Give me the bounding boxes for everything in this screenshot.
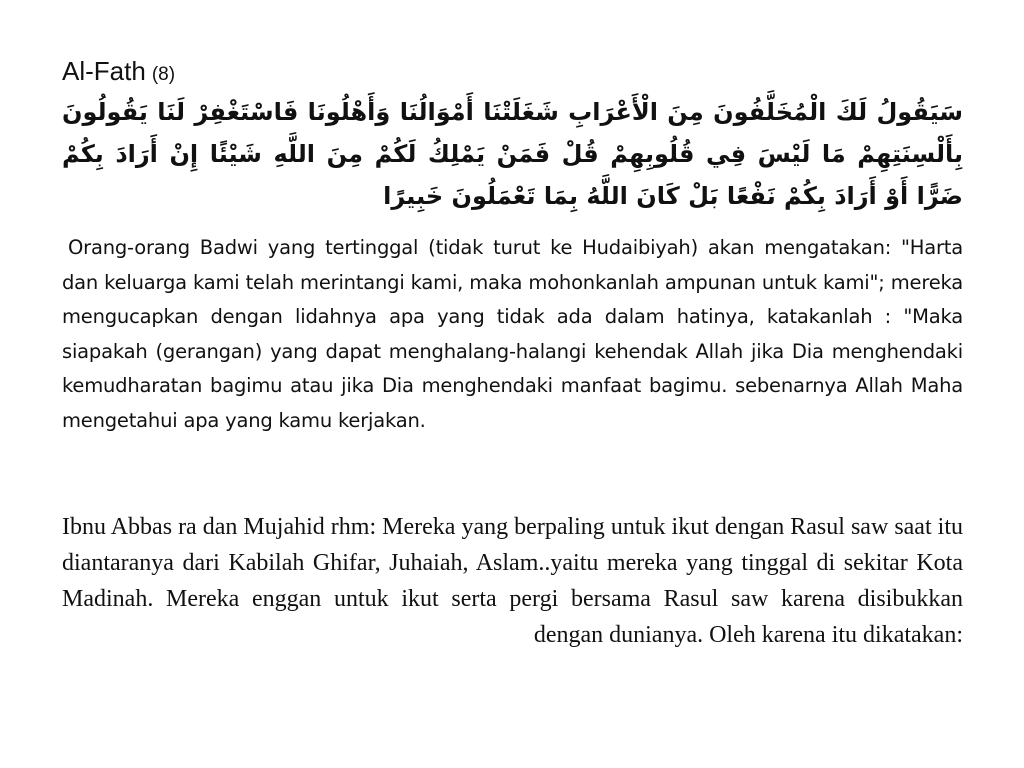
verse-translation: Orang-orang Badwi yang tertinggal (tidak turut ke Hudaibiyah) akan mengatakan: "Harta dan keluarga kami telah merintangi kami, maka mohonkanlah ampunan untuk kami"; mereka mengucapkan dengan lidahnya apa yang tidak ada dalam hatinya, katakanlah : "Maka siapakah (gerangan) yang dapat menghalang-halangi kehendak Allah jika Dia menghendaki kemudharatan bagimu atau jika Dia menghendaki manfaat bagimu. sebenarnya Allah Maha mengetahui apa yang kamu kerjakan. — [62, 236, 963, 432]
verse-number: (8) — [151, 64, 176, 85]
tafsir-commentary: Ibnu Abbas ra dan Mujahid rhm: Mereka yang berpaling untuk ikut dengan Rasul saw saat itu diantaranya dari Kabilah Ghifar, Juhaiah, Aslam..yaitu mereka yang tinggal di sekitar Kota Madinah. Mereka enggan untuk ikut serta pergi bersama Rasul saw karena disibukkan dengan dunianya. Oleh karena itu dikatakan: — [62, 514, 963, 648]
arabic-verse: سَيَقُولُ لَكَ الْمُخَلَّفُونَ مِنَ الْأَعْرَابِ شَغَلَتْنَا أَمْوَالُنَا وَأَهْلُونَا فَاسْتَغْفِرْ لَنَا يَقُولُونَ بِأَلْسِنَتِهِمْ مَا لَيْسَ فِي قُلُوبِهِمْ قُلْ فَمَنْ يَمْلِكُ لَكُمْ مِنَ اللَّهِ شَيْئًا إِنْ أَرَادَ بِكُمْ ضَرًّا أَوْ أَرَادَ بِكُمْ نَفْعًا بَلْ كَانَ اللَّهُ بِمَا تَعْمَلُونَ خَبِيرًا — [62, 98, 963, 210]
slide — [62, 0, 963, 768]
slide-title — [62, 56, 175, 90]
surah-name: Al-Fath — [62, 56, 146, 86]
